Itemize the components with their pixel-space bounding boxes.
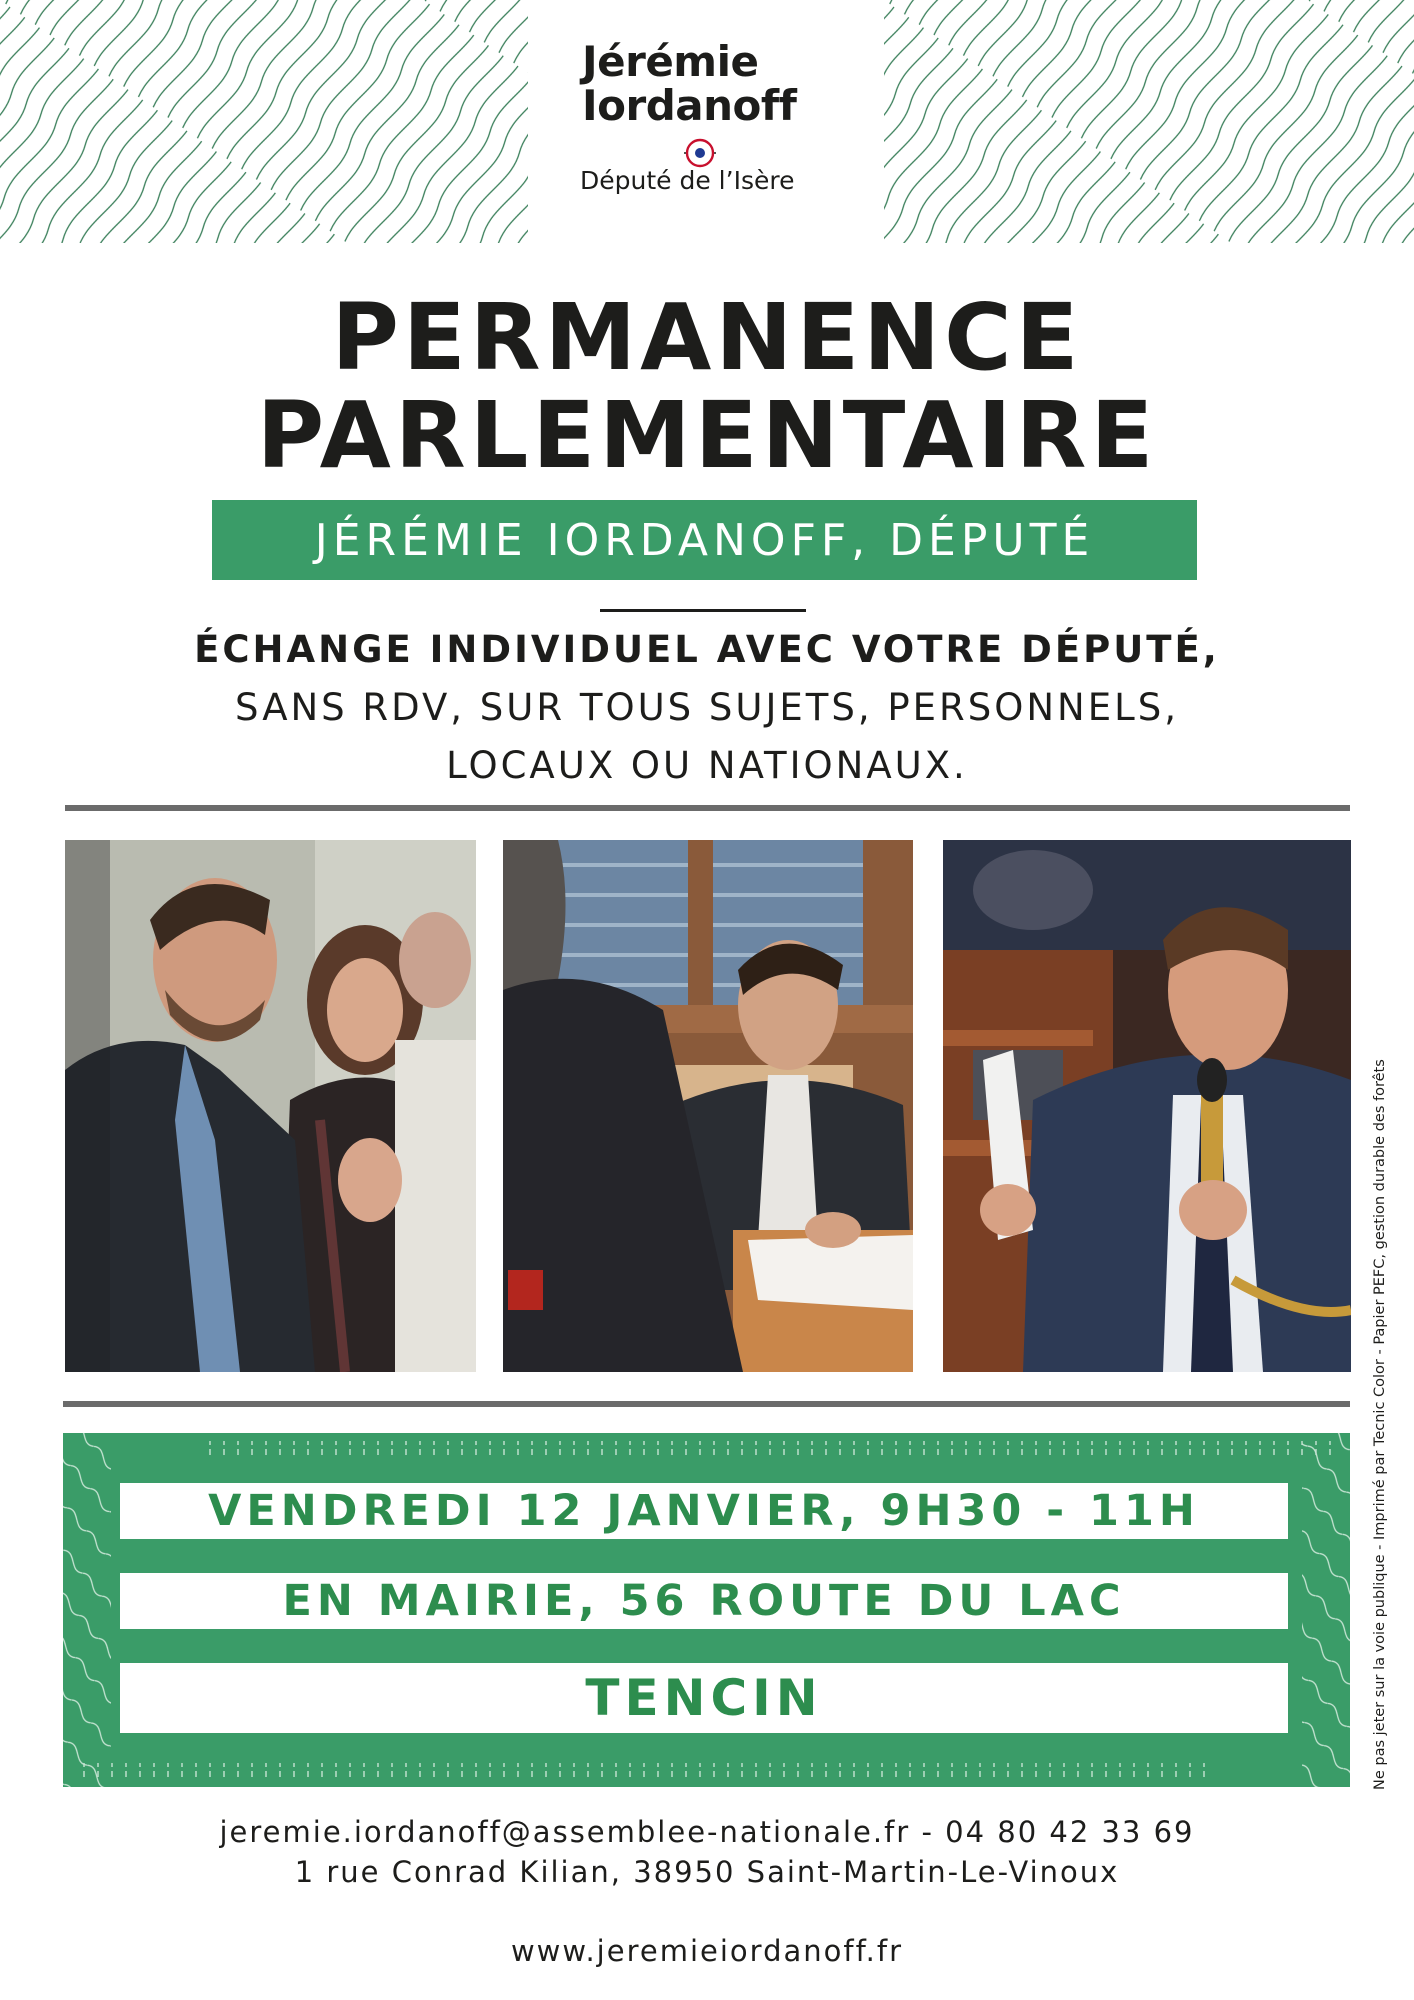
event-info-box: [63, 1433, 1350, 1787]
event-date: VENDREDI 12 JANVIER, 9H30 - 11H: [120, 1483, 1288, 1539]
photo-deputy-meeting: [503, 840, 913, 1372]
description-line-1: ÉCHANGE INDIVIDUEL AVEC VOTRE DÉPUTÉ,: [194, 628, 1220, 671]
wave-pattern-right: [884, 0, 1414, 243]
divider-top: [65, 805, 1350, 811]
short-divider: [600, 609, 806, 612]
logo-last-name: Iordanoff: [582, 81, 797, 130]
photo-deputy-talking: [65, 840, 476, 1372]
description-line-2: SANS RDV, SUR TOUS SUJETS, PERSONNELS,: [235, 686, 1179, 729]
contact-address: 1 rue Conrad Kilian, 38950 Saint-Martin-Le-Vinoux: [294, 1855, 1120, 1889]
contact-email-phone: jeremie.iordanoff@assemblee-nationale.fr - 04 80 42 33 69: [219, 1815, 1195, 1849]
event-place: EN MAIRIE, 56 ROUTE DU LAC: [120, 1573, 1288, 1629]
description-line-3: LOCAUX OU NATIONAUX.: [446, 744, 968, 787]
tricolor-cockade-icon: [684, 137, 716, 169]
wave-pattern-left: [0, 0, 528, 243]
event-town: TENCIN: [120, 1663, 1288, 1733]
contact-website: www.jeremieiordanoff.fr: [510, 1934, 904, 1968]
title-line-1: PERMANENCE: [331, 284, 1083, 391]
photo-deputy-speaking: [943, 840, 1351, 1372]
divider-bottom: [63, 1401, 1350, 1407]
logo-first-name: Jérémie: [582, 37, 759, 86]
logo: [528, 0, 884, 243]
name-banner: JÉRÉMIE IORDANOFF, DÉPUTÉ: [212, 500, 1197, 580]
side-legal-note: Ne pas jeter sur la voie publique - Imprimé par Tecnic Color - Papier PEFC, gestion durable des forêts: [1372, 1059, 1388, 1790]
title-line-2: PARLEMENTAIRE: [256, 382, 1158, 489]
logo-subtitle: Député de l’Isère: [580, 166, 795, 195]
